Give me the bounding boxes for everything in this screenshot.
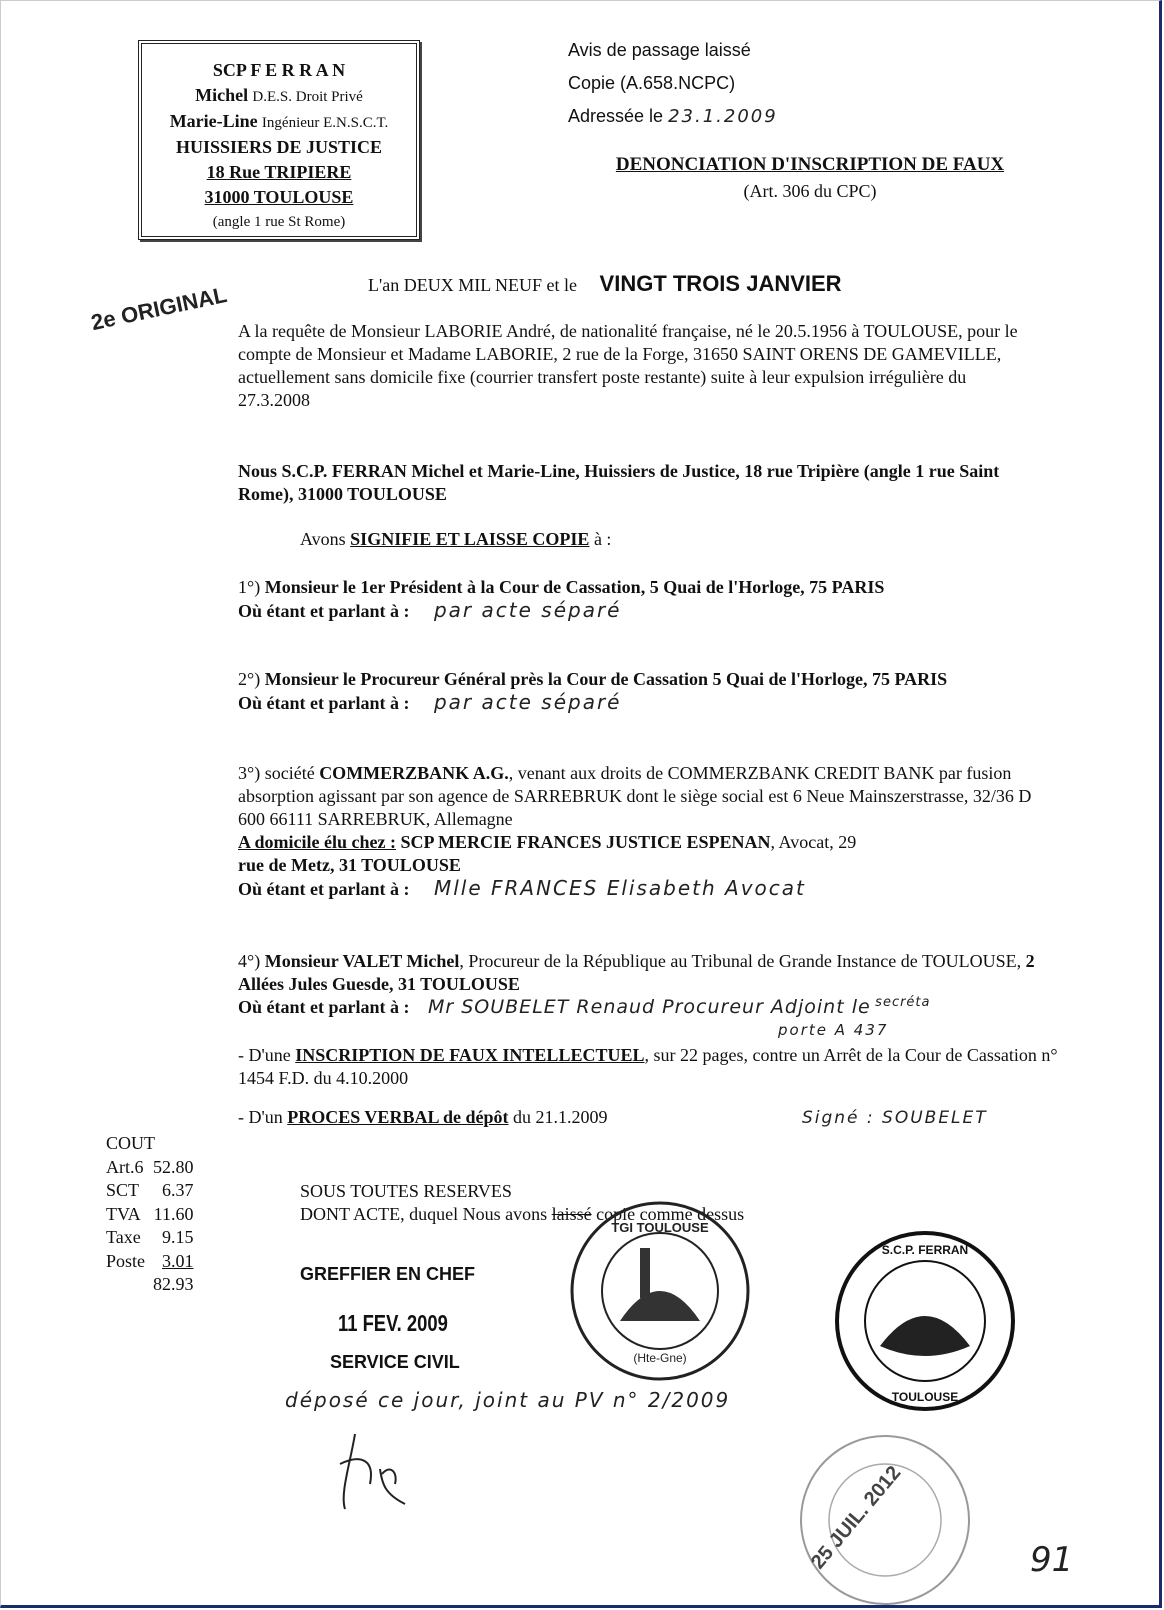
date-prefix: L'an DEUX MIL NEUF et le bbox=[368, 275, 578, 295]
letterhead-box bbox=[138, 40, 420, 240]
date-words: VINGT TROIS JANVIER bbox=[599, 271, 842, 296]
title-michel: D.E.S. Droit Privé bbox=[252, 89, 363, 105]
cost-label: Taxe bbox=[106, 1227, 141, 1247]
svg-text:(Hte-Gne): (Hte-Gne) bbox=[633, 1351, 687, 1365]
bailiffs-paragraph: Nous S.C.P. FERRAN Michel et Marie-Line, Huissiers de Justice, 18 rue Tripière (angle 1 rue Saint Rome), 31000 TOULOUSE bbox=[238, 461, 1000, 504]
greffier-date: 11 FEV. 2009 bbox=[338, 1310, 448, 1336]
tribunal-stamp bbox=[560, 1196, 760, 1386]
cost-label: SCT bbox=[106, 1180, 140, 1200]
greffier-label: GREFFIER EN CHEF bbox=[300, 1264, 476, 1284]
svg-text:S.C.P. FERRAN: S.C.P. FERRAN bbox=[881, 1243, 969, 1257]
signature bbox=[320, 1424, 440, 1514]
recipient-pre: société bbox=[264, 763, 315, 783]
cost-table bbox=[106, 1132, 194, 1297]
request-paragraph: A la requête de Monsieur LABORIE André, de nationalité française, né le 20.5.1956 à TOULOUSE, pour le compte de Monsieur et Madame LABORIE, 2 rue de la Forge, 31650 SAINT ORENS DE GAMEVILLE, actuellement sans domicile fixe (courrier transfert poste restante) suite à leur expulsion irrégulière du 27.3.2008 bbox=[238, 321, 1018, 410]
street: 18 Rue TRIPIERE bbox=[206, 162, 352, 182]
original-stamp: 2e ORIGINAL bbox=[88, 281, 230, 336]
recipient-2 bbox=[238, 668, 1028, 715]
recipient-num: 1°) bbox=[238, 577, 261, 597]
cost-title: COUT bbox=[106, 1133, 155, 1153]
handwritten-date: 23.1.2009 bbox=[668, 106, 778, 127]
speaking-label: Où étant et parlant à : bbox=[238, 997, 410, 1017]
notice-line1: Avis de passage laissé bbox=[568, 40, 751, 60]
recipient-3 bbox=[238, 762, 1038, 901]
doc-pre: - D'un bbox=[238, 1107, 283, 1127]
svg-text:TGI TOULOUSE: TGI TOULOUSE bbox=[611, 1220, 709, 1235]
cost-value: 52.80 bbox=[153, 1156, 194, 1177]
recipient-text: , venant aux droits de COMMERZBANK CREDIT BANK par fusion absorption agissant par son agence de SARREBRUK dont le siège social est 6 Neue Mainszerstrasse, 32/36 D 600 66111 SARREBRUK, Allemagne bbox=[238, 763, 1032, 829]
recipient-text: , Procureur de la République au Tribunal de Grande Instance de TOULOUSE, bbox=[459, 951, 1026, 971]
closing-pre: DONT ACTE, duquel Nous avons bbox=[300, 1204, 548, 1224]
handwritten-signed-note: Signé : SOUBELET bbox=[801, 1108, 988, 1128]
doc-emph: PROCES VERBAL de dépôt bbox=[287, 1107, 509, 1127]
cost-label: Art.6 bbox=[106, 1156, 144, 1177]
dated-stamp bbox=[770, 1420, 1000, 1605]
document-subtitle: (Art. 306 du CPC) bbox=[743, 181, 877, 201]
domicile-label: A domicile élu chez : bbox=[238, 832, 396, 852]
served-emph: SIGNIFIE ET LAISSE COPIE bbox=[350, 529, 590, 549]
handwritten-deposit-note: déposé ce jour, joint au PV n° 2/2009 bbox=[285, 1388, 731, 1412]
name-marie-line: Marie-Line bbox=[169, 111, 258, 131]
doc-pre: - D'une bbox=[238, 1045, 291, 1065]
recipient-name: Monsieur VALET Michel bbox=[264, 951, 460, 971]
document-1 bbox=[238, 1044, 1058, 1090]
handwritten-speaking: Mr SOUBELET Renaud Procureur Adjoint le bbox=[427, 996, 871, 1018]
notice-line2: Copie (A.658.NCPC) bbox=[568, 73, 736, 93]
svg-text:25 JUIL. 2012: 25 JUIL. 2012 bbox=[806, 1461, 906, 1574]
domicile-address: rue de Metz, 31 TOULOUSE bbox=[238, 855, 461, 875]
served-line bbox=[300, 528, 611, 551]
cost-value: 9.15 bbox=[162, 1227, 194, 1247]
doc-text: du 21.1.2009 bbox=[508, 1107, 608, 1127]
title-block bbox=[570, 152, 1050, 204]
served-prefix: Avons bbox=[300, 529, 346, 549]
closing-post: copie comme dessus bbox=[596, 1204, 745, 1224]
handwritten-speaking: Mlle FRANCES Elisabeth Avocat bbox=[433, 876, 806, 900]
service-label: SERVICE CIVIL bbox=[330, 1352, 460, 1372]
recipient-company: COMMERZBANK A.G. bbox=[319, 763, 509, 783]
cost-value: 6.37 bbox=[162, 1180, 194, 1200]
speaking-label: Où étant et parlant à : bbox=[238, 601, 410, 621]
cost-value: 3.01 bbox=[162, 1250, 194, 1271]
notice-line3-label: Adressée le bbox=[568, 106, 664, 126]
city: 31000 TOULOUSE bbox=[204, 187, 354, 207]
cost-label: TVA bbox=[106, 1203, 141, 1224]
firm-name: SCP F E R R A N bbox=[212, 60, 346, 80]
recipient-text: Monsieur le Procureur Général près la Cour de Cassation 5 Quai de l'Horloge, 75 PARIS bbox=[264, 669, 948, 689]
cost-label: Poste bbox=[106, 1250, 146, 1271]
cost-value: 11.60 bbox=[153, 1203, 194, 1224]
recipient-4 bbox=[238, 950, 1058, 1040]
recipient-num: 3°) bbox=[238, 763, 261, 783]
title-marie-line: Ingénieur E.N.S.C.T. bbox=[261, 115, 389, 131]
speaking-label: Où étant et parlant à : bbox=[238, 693, 410, 713]
handwritten-note: secréta bbox=[875, 995, 931, 1010]
closing-strike: laissé bbox=[551, 1204, 592, 1224]
closing-reserves: SOUS TOUTES RESERVES bbox=[300, 1181, 512, 1201]
handwritten-speaking: par acte séparé bbox=[433, 690, 622, 714]
domicile-rest: , Avocat, 29 bbox=[770, 832, 857, 852]
speaking-label: Où étant et parlant à : bbox=[238, 879, 410, 899]
recipient-text: Monsieur le 1er Président à la Cour de Cassation, 5 Quai de l'Horloge, 75 PARIS bbox=[264, 577, 885, 597]
recipient-num: 4°) bbox=[238, 951, 261, 971]
notice-block bbox=[568, 34, 778, 133]
recipient-num: 2°) bbox=[238, 669, 261, 689]
profession: HUISSIERS DE JUSTICE bbox=[175, 137, 383, 157]
svg-text:TOULOUSE: TOULOUSE bbox=[891, 1390, 959, 1404]
handwritten-note: porte A 437 bbox=[778, 1021, 889, 1039]
recipient-4-and-documents bbox=[238, 950, 1058, 1130]
cost-total: 82.93 bbox=[153, 1274, 194, 1294]
corner-note: (angle 1 rue St Rome) bbox=[212, 214, 346, 230]
doc-emph: INSCRIPTION DE FAUX INTELLECTUEL bbox=[295, 1045, 645, 1065]
doc-text: , sur 22 pages, contre un Arrêt de la Cour de Cassation n° 1454 F.D. du 4.10.2000 bbox=[238, 1045, 1058, 1088]
document-title: DENONCIATION D'INSCRIPTION DE FAUX bbox=[615, 154, 1005, 175]
document-2 bbox=[238, 1106, 1058, 1130]
ferran-stamp bbox=[830, 1226, 1020, 1416]
date-line bbox=[368, 272, 842, 297]
name-michel: Michel bbox=[195, 85, 249, 105]
served-suffix: à : bbox=[593, 529, 612, 549]
page-number: 91 bbox=[1030, 1540, 1074, 1580]
recipient-1 bbox=[238, 576, 1028, 623]
handwritten-speaking: par acte séparé bbox=[433, 598, 622, 622]
domicile-name: SCP MERCIE FRANCES JUSTICE ESPENAN bbox=[400, 832, 771, 852]
recipient-address: 2 Allées Jules Guesde, 31 TOULOUSE bbox=[238, 951, 1035, 994]
